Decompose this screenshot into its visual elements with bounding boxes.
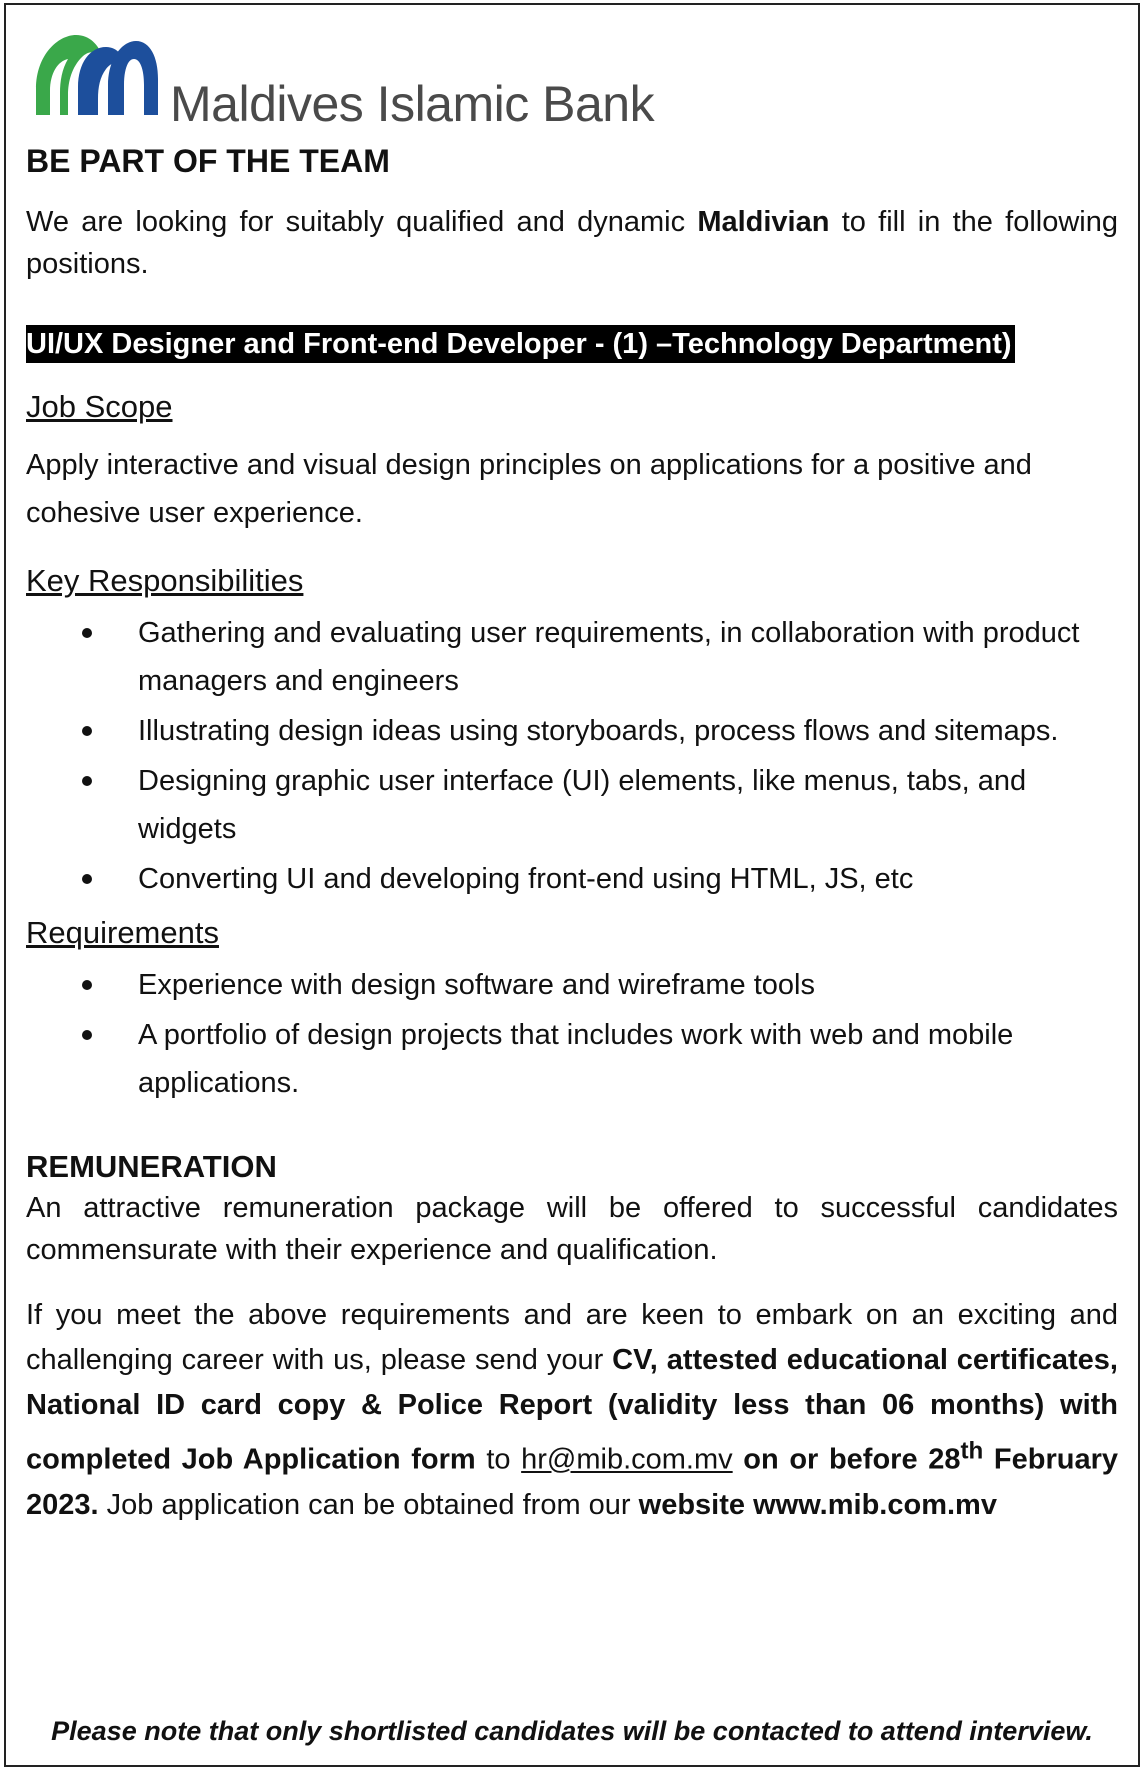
list-item <box>26 961 1118 1009</box>
requirements-list <box>26 961 1118 1107</box>
mib-arch-logo-icon <box>32 29 162 123</box>
list-item <box>26 1011 1118 1107</box>
responsibilities-list <box>26 609 1118 903</box>
list-item-text: Illustrating design ideas using storyboards, process flows and sitemaps. <box>138 715 1059 747</box>
list-item-text: Gathering and evaluating user requirements, in collaboration with product managers and engineers <box>138 617 1080 697</box>
apply-text-1: If you meet the above requirements and are keen to embark on an exciting and challenging career with us, please send your <box>26 1299 1118 1376</box>
bullet-icon <box>82 776 92 786</box>
shortlist-note: Please note that only shortlisted candidates will be contacted to attend interview. <box>51 1716 1093 1746</box>
position-title: UI/UX Designer and Front-end Developer - (1) –Technology Department) <box>26 325 1015 363</box>
job-advert-page <box>4 3 1140 1767</box>
application-instructions <box>26 1293 1118 1528</box>
list-item <box>26 855 1118 903</box>
intro-text-start: We are looking for suitably qualified and dynamic <box>26 206 698 238</box>
list-item-text: A portfolio of design projects that includes work with web and mobile applications. <box>138 1019 1014 1099</box>
remuneration-heading: REMUNERATION <box>26 1149 277 1184</box>
bullet-icon <box>82 628 92 638</box>
job-scope-heading: Job Scope <box>26 389 173 424</box>
apply-text-2: to <box>475 1443 522 1476</box>
apply-text-3: Job application can be obtained from our <box>98 1488 639 1521</box>
intro-bold-nationality: Maldivian <box>697 206 830 238</box>
intro-paragraph <box>26 201 1118 285</box>
list-item-text: Designing graphic user interface (UI) elements, like menus, tabs, and widgets <box>138 765 1027 845</box>
responsibilities-heading: Key Responsibilities <box>26 563 304 598</box>
list-item <box>26 757 1118 853</box>
bullet-icon <box>82 874 92 884</box>
bullet-icon <box>82 980 92 990</box>
deadline-ordinal: th <box>960 1437 984 1464</box>
list-item <box>26 707 1118 755</box>
bullet-icon <box>82 726 92 736</box>
apply-deadline: on or before 28 <box>732 1443 961 1476</box>
remuneration-text: An attractive remuneration package will be offered to successful candidates commensurate with their experience and qualification. <box>26 1192 1118 1266</box>
intro-text-end: to fill in the following positions. <box>26 206 1118 280</box>
job-scope-text: Apply interactive and visual design principles on applications for a positive and cohesive user experience. <box>26 449 1032 529</box>
requirements-heading: Requirements <box>26 915 219 950</box>
headline: BE PART OF THE TEAM <box>26 143 390 179</box>
bank-name: Maldives Islamic Bank <box>170 76 655 132</box>
email-link[interactable]: hr@mib.com.mv <box>521 1443 733 1476</box>
list-item-text: Experience with design software and wireframe tools <box>138 969 815 1001</box>
advert-content <box>26 141 1118 1528</box>
bank-logo <box>32 29 732 132</box>
list-item-text: Converting UI and developing front-end using HTML, JS, etc <box>138 863 914 895</box>
website-text: website www.mib.com.mv <box>638 1488 997 1521</box>
apply-deadline-month: February 2023. <box>26 1443 1118 1521</box>
list-item <box>26 609 1118 705</box>
apply-documents: CV, attested educational certificates, National ID card copy & Police Report (validity less than 06 months) with completed Job Application form <box>26 1344 1118 1476</box>
bullet-icon <box>82 1030 92 1040</box>
